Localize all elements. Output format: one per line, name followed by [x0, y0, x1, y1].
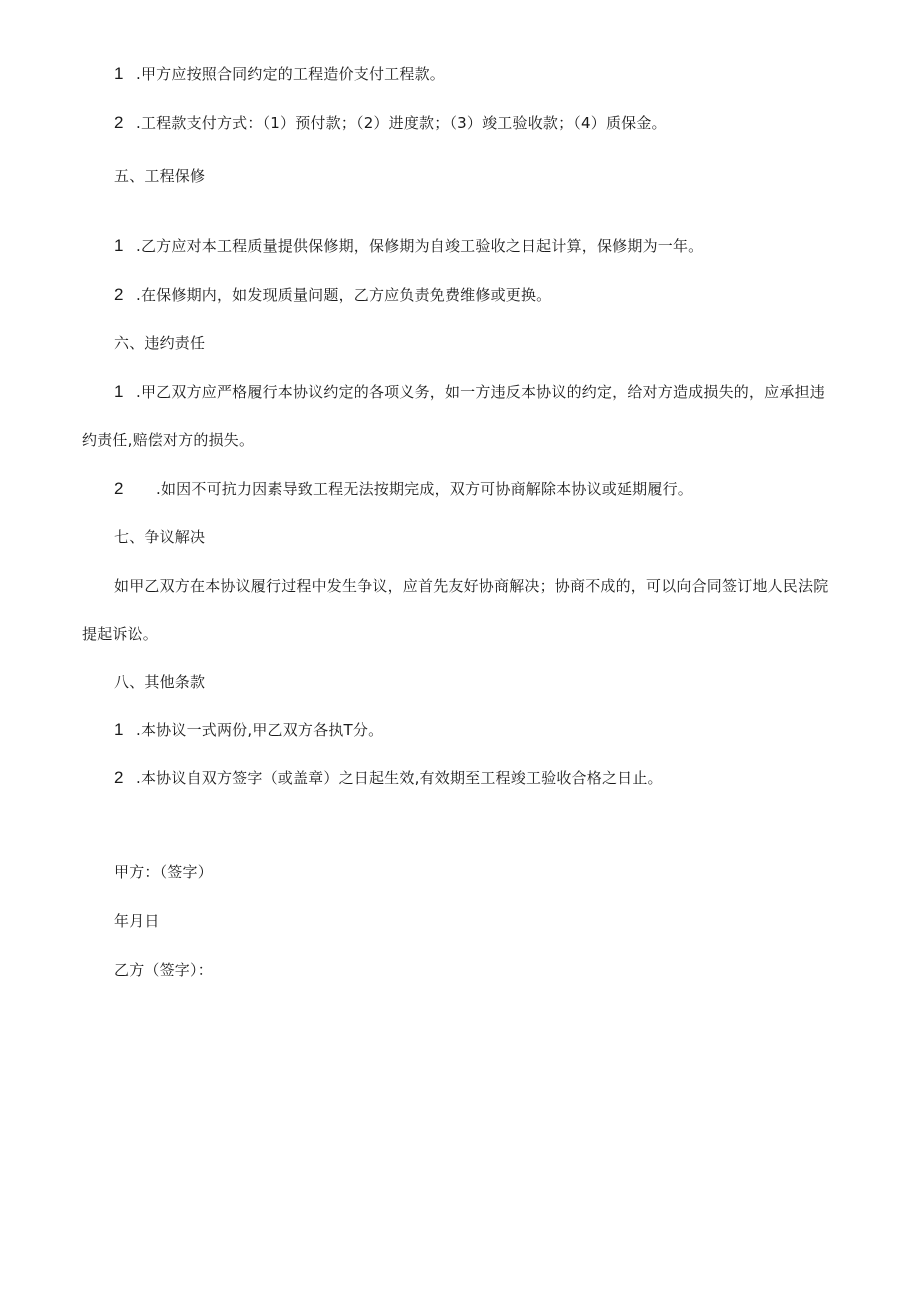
- section-heading-other: 八、其他条款: [114, 673, 206, 691]
- clause-number: 1: [114, 720, 124, 739]
- clause-5-2: [114, 285, 551, 305]
- clause-4-1: [114, 64, 445, 84]
- clause-text: .本协议自双方签字（或盖章）之日起生效,有效期至工程竣工验收合格之日止。: [136, 769, 663, 787]
- section-heading-warranty: 五、工程保修: [114, 167, 206, 185]
- clause-number: 1: [114, 236, 124, 255]
- clause-text: .本协议一式两份,甲乙双方各执T分。: [136, 721, 384, 739]
- clause-number: 2: [114, 113, 124, 132]
- clause-6-2: [114, 479, 693, 499]
- clause-text: .如因不可抗力因素导致工程无法按期完成，双方可协商解除本协议或延期履行。: [156, 480, 693, 498]
- clause-8-2: [114, 768, 663, 788]
- clause-4-2: [114, 113, 667, 133]
- clause-number: 2: [114, 479, 124, 498]
- clause-5-1: [114, 236, 703, 256]
- clause-text: .工程款支付方式：（1）预付款；（2）进度款；（3）竣工验收款；（4）质保金。: [136, 114, 667, 132]
- section-heading-dispute: 七、争议解决: [114, 528, 206, 546]
- dispute-text-line2: 提起诉讼。: [82, 625, 159, 643]
- clause-number: 1: [114, 382, 124, 401]
- signature-date: 年月日: [114, 912, 160, 930]
- clause-8-1: [114, 720, 383, 740]
- party-a-signature: 甲方：（签字）: [114, 863, 213, 881]
- section-heading-liability: 六、违约责任: [114, 334, 206, 352]
- dispute-text-line1: 如甲乙双方在本协议履行过程中发生争议，应首先友好协商解决；协商不成的，可以向合同签订地人民法院: [114, 577, 829, 595]
- clause-text: .甲乙双方应严格履行本协议约定的各项义务，如一方违反本协议的约定，给对方造成损失的，应承担违: [136, 383, 825, 401]
- clause-text: .在保修期内，如发现质量问题，乙方应负责免费维修或更换。: [136, 286, 552, 304]
- clause-text: .乙方应对本工程质量提供保修期，保修期为自竣工验收之日起计算，保修期为一年。: [136, 237, 704, 255]
- clause-number: 1: [114, 64, 124, 83]
- party-b-signature: 乙方（签字）：: [114, 961, 213, 979]
- clause-number: 2: [114, 285, 124, 304]
- clause-text: .甲方应按照合同约定的工程造价支付工程款。: [136, 65, 445, 83]
- clause-number: 2: [114, 768, 124, 787]
- clause-6-1-line2: 约责任,赔偿对方的损失。: [82, 431, 255, 449]
- clause-6-1-line1: [114, 382, 825, 402]
